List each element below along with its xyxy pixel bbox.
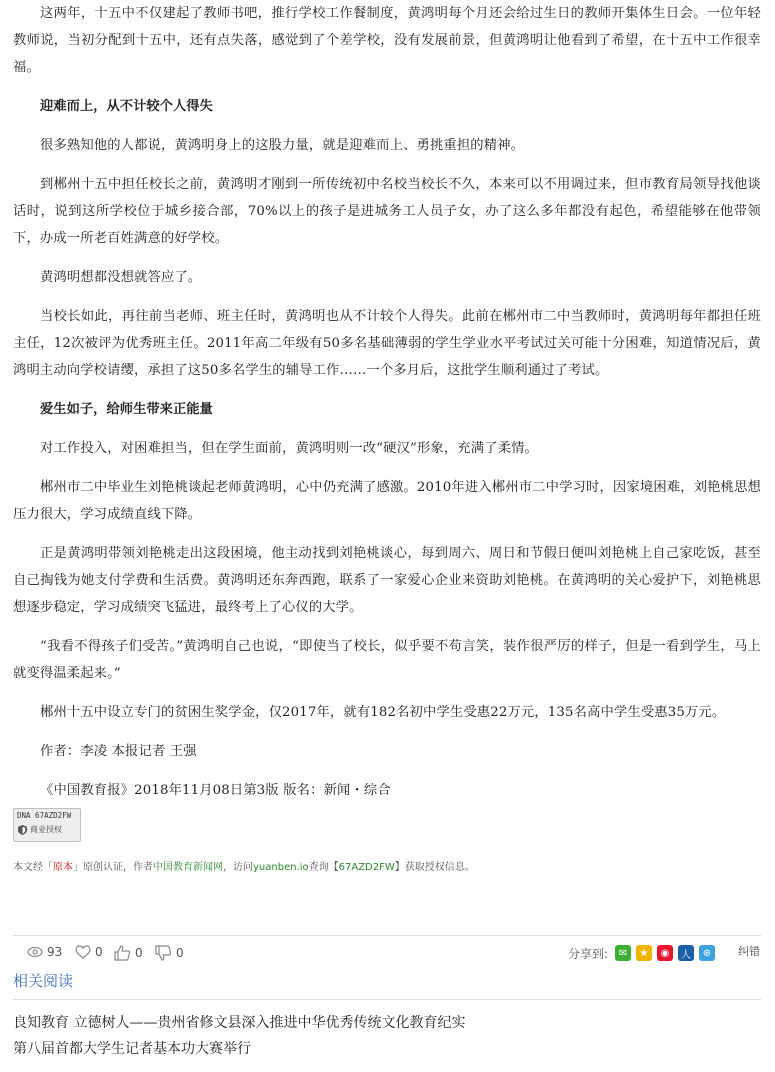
- badge-license: [18, 823, 62, 836]
- code-link[interactable]: 67AZD2FW: [338, 862, 395, 873]
- thumbs-down-count: 0: [176, 946, 184, 960]
- article-paragraph: 郴州十五中设立专门的贫困生奖学金，仅2017年，就有182名初中学生受惠22万元，135名高中学生受惠35万元。: [40, 705, 726, 720]
- yuanben-link[interactable]: 原本: [53, 862, 73, 873]
- license-badge[interactable]: [13, 808, 81, 842]
- section-heading: 迎难而上，从不计较个人得失: [40, 99, 213, 114]
- article-paragraph: 对工作投入，对困难担当，但在学生面前，黄鸿明则一改“硬汉”形象，充满了柔情。: [40, 441, 538, 456]
- copyright-mid3: 查询【: [308, 862, 339, 873]
- article-paragraph: 《中国教育报》2018年11月08日第3版 版名：新闻・综合: [40, 783, 391, 798]
- article-paragraph: 作者：李凌 本报记者 王强: [40, 744, 197, 759]
- article-paragraph: 这两年，十五中不仅建起了教师书吧，推行学校工作餐制度，黄鸿明每个月还会给过生日的教师开集体生日会。一位年轻教师说，当初分配到十五中，还有点失落，感觉到了个差学校，没有发展前景，但黄鸿明让他看到了希望，在十五中工作很幸福。: [13, 6, 761, 75]
- eye-icon: [27, 946, 43, 958]
- related-reading-title: 相关阅读: [13, 972, 74, 990]
- like-button[interactable]: [75, 945, 103, 959]
- related-article-link[interactable]: 良知教育 立德树人——贵州省修文县深入推进中华优秀传统文化教育纪实: [13, 1015, 466, 1031]
- copyright-suffix: 】获取授权信息。: [394, 862, 475, 873]
- report-error-link[interactable]: 纠错: [738, 945, 760, 958]
- article-toolbar: [13, 935, 761, 972]
- renren-share-icon[interactable]: 人: [678, 945, 694, 961]
- related-list: [13, 1010, 465, 1062]
- article-body: [13, 0, 761, 804]
- more-share-icon[interactable]: ⊕: [699, 945, 715, 961]
- copyright-mid1: 」原创认证，作者: [73, 862, 153, 873]
- article-paragraph: 郴州市二中毕业生刘艳桃谈起老师黄鸿明，心中仍充满了感激。2010年进入郴州市二中学习时，因家境困难，刘艳桃思想压力很大，学习成绩直线下降。: [13, 480, 761, 522]
- heart-icon: [75, 945, 91, 959]
- qzone-share-icon[interactable]: ★: [636, 945, 652, 961]
- share-label: 分享到:: [568, 947, 609, 961]
- article-paragraph: 当校长如此，再往前当老师、班主任时，黄鸿明也从不计较个人得失。此前在郴州市二中当教师时，黄鸿明每年都担任班主任，12次被评为优秀班主任。2011年高二年级有50多名基础薄弱的学生学业水平考试过关可能十分困难，知道情况后，黄鸿明主动向学校请缨，承担了这50多名学生的辅导工作……一个多月后，这批学生顺利通过了考试。: [13, 309, 761, 378]
- views-counter: [27, 945, 62, 959]
- article-paragraph: 很多熟知他的人都说，黄鸿明身上的这股力量，就是迎难而上、勇挑重担的精神。: [40, 138, 525, 153]
- article-paragraph: 到郴州十五中担任校长之前，黄鸿明才刚到一所传统初中名校当校长不久，本来可以不用调过来，但市教育局领导找他谈话时，说到这所学校位于城乡接合部，70%以上的孩子是进城务工人员子女，办了这么多年都没有起色，希望能够在他带领下，办成一所老百姓满意的好学校。: [13, 177, 761, 246]
- views-count: 93: [47, 945, 63, 959]
- related-divider: [13, 999, 761, 1000]
- site-link[interactable]: yuanben.io: [253, 862, 309, 873]
- likes-count: 0: [95, 945, 103, 959]
- share-icons: [615, 945, 720, 961]
- article-paragraph: “我看不得孩子们受苦。”黄鸿明自己也说，“即使当了校长，似乎要不苟言笑，装作很严厉的样子，但是一看到学生，马上就变得温柔起来。”: [13, 639, 761, 681]
- section-heading: 爱生如子，给师生带来正能量: [40, 402, 213, 417]
- thumbs-up-button[interactable]: [114, 945, 143, 961]
- article-paragraph: 正是黄鸿明带领刘艳桃走出这段困境，他主动找到刘艳桃谈心，每到周六、周日和节假日便叫刘艳桃上自己家吃饭，甚至自己掏钱为她支付学费和生活费。黄鸿明还东奔西跑，联系了一家爱心企业来资助刘艳桃。在黄鸿明的关心爱护下，刘艳桃思想逐步稳定，学习成绩突飞猛进，最终考上了心仪的大学。: [13, 546, 761, 615]
- related-article-link[interactable]: 第八届首都大学生记者基本功大赛举行: [13, 1041, 251, 1057]
- shield-icon: [18, 825, 27, 835]
- thumbs-up-count: 0: [135, 946, 143, 960]
- badge-dna-code: DNA 67AZD2FW: [17, 811, 72, 820]
- badge-license-label: 商业授权: [30, 825, 62, 834]
- copyright-mid2: ，访问: [223, 862, 253, 873]
- copyright-notice: [13, 858, 475, 873]
- thumbs-down-icon: [155, 945, 172, 961]
- wechat-share-icon[interactable]: ✉: [615, 945, 631, 961]
- weibo-share-icon[interactable]: ◉: [657, 945, 673, 961]
- thumbs-up-icon: [114, 945, 131, 961]
- thumbs-down-button[interactable]: [155, 945, 184, 961]
- author-link[interactable]: 中国教育新闻网: [153, 862, 223, 873]
- article-paragraph: 黄鸿明想都没想就答应了。: [40, 270, 202, 285]
- copyright-prefix: 本文经「: [13, 862, 53, 873]
